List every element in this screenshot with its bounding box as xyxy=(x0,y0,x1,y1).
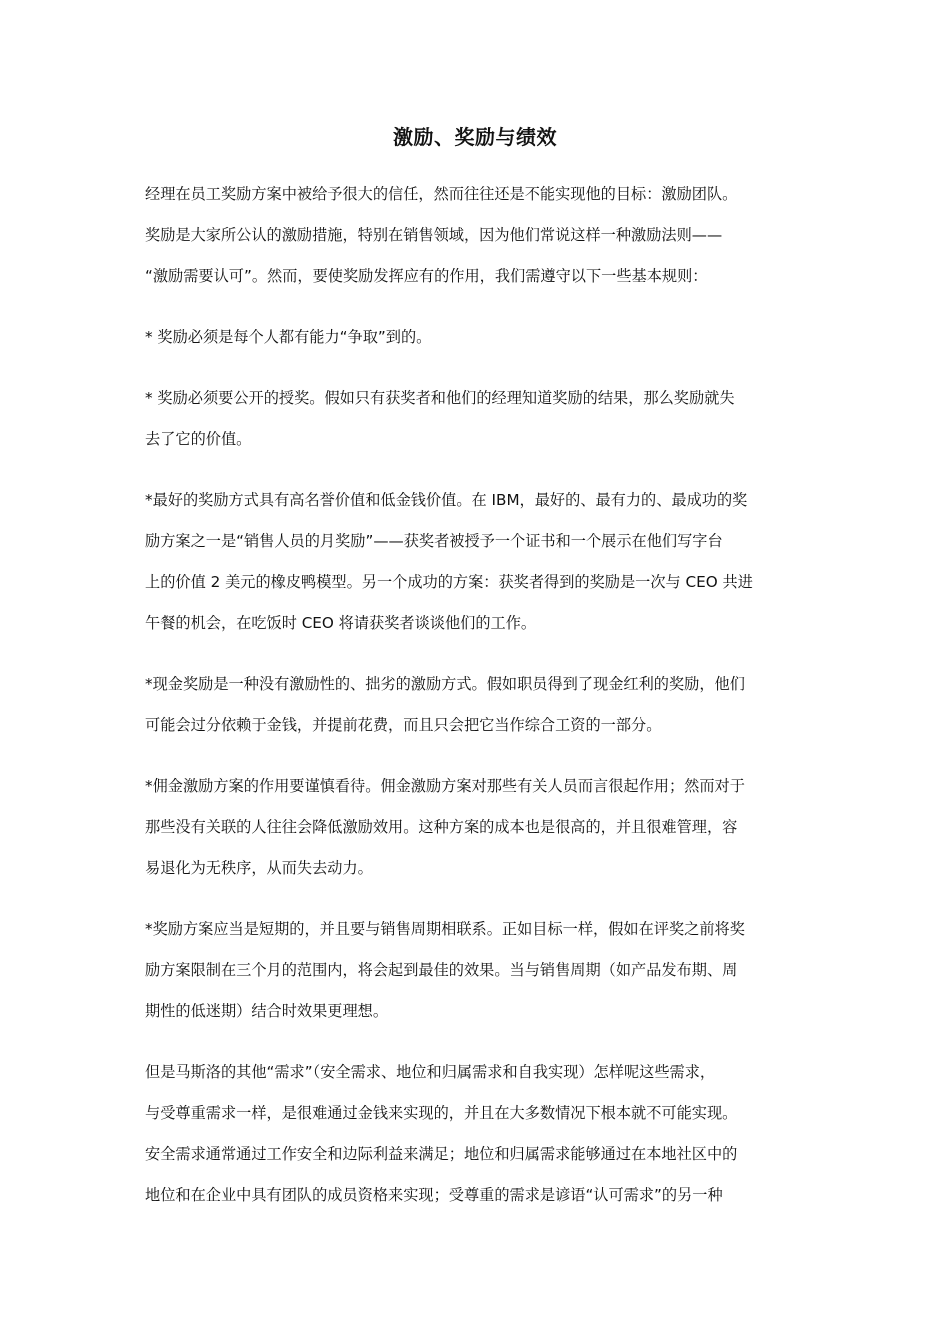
text-line: 奖励是大家所公认的激励措施，特别在销售领域，因为他们常说这样一种激励法则—— xyxy=(145,226,723,244)
text-line: 去了它的价值。 xyxy=(145,430,252,448)
paragraph-rule-4 xyxy=(145,664,809,746)
paragraph-intro xyxy=(145,174,809,297)
text-line: * 奖励必须要公开的授奖。假如只有获奖者和他们的经理知道奖励的结果，那么奖励就失 xyxy=(145,389,735,407)
text-line: 上的价值 2 美元的橡皮鸭模型。另一个成功的方案：获奖者得到的奖励是一次与 CEO 共进 xyxy=(145,573,753,591)
text-line: 励方案之一是“销售人员的月奖励”——获奖者被授予一个证书和一个展示在他们写字台 xyxy=(145,532,723,550)
text-line: 期性的低迷期）结合时效果更理想。 xyxy=(145,1002,388,1020)
text-line: 地位和在企业中具有团队的成员资格来实现；受尊重的需求是谚语“认可需求”的另一种 xyxy=(145,1186,723,1204)
paragraph-maslow xyxy=(145,1052,809,1216)
text-line: * 奖励必须是每个人都有能力“争取”到的。 xyxy=(145,328,432,346)
text-line: 那些没有关联的人往往会降低激励效用。这种方案的成本也是很高的，并且很难管理，容 xyxy=(145,818,738,836)
paragraph-rule-6 xyxy=(145,909,809,1032)
text-line: 但是马斯洛的其他“需求”（安全需求、地位和归属需求和自我实现）怎样呢这些需求， xyxy=(145,1063,716,1081)
document-title: 激励、奖励与绩效 xyxy=(393,125,557,149)
paragraph-rule-3 xyxy=(145,480,809,644)
text-line: *佣金激励方案的作用要谨慎看待。佣金激励方案对那些有关人员而言很起作用；然而对于 xyxy=(145,777,745,795)
text-line: 经理在员工奖励方案中被给予很大的信任，然而往往还是不能实现他的目标：激励团队。 xyxy=(145,185,738,203)
text-line: *奖励方案应当是短期的，并且要与销售周期相联系。正如目标一样，假如在评奖之前将奖 xyxy=(145,920,745,938)
text-line: “激励需要认可”。然而，要使奖励发挥应有的作用，我们需遵守以下一些基本规则： xyxy=(145,267,708,285)
text-line: 与受尊重需求一样，是很难通过金钱来实现的，并且在大多数情况下根本就不可能实现。 xyxy=(145,1104,738,1122)
text-line: 易退化为无秩序，从而失去动力。 xyxy=(145,859,373,877)
text-line: 安全需求通常通过工作安全和边际利益来满足；地位和归属需求能够通过在本地社区中的 xyxy=(145,1145,738,1163)
paragraph-rule-5 xyxy=(145,766,809,889)
text-line: 可能会过分依赖于金钱，并提前花费，而且只会把它当作综合工资的一部分。 xyxy=(145,716,662,734)
text-line: *最好的奖励方式具有高名誉价值和低金钱价值。在 IBM，最好的、最有力的、最成功的奖 xyxy=(145,491,748,509)
text-line: *现金奖励是一种没有激励性的、拙劣的激励方式。假如职员得到了现金红利的奖励，他们 xyxy=(145,675,745,693)
paragraph-rule-2 xyxy=(145,378,809,460)
text-line: 午餐的机会，在吃饭时 CEO 将请获奖者谈谈他们的工作。 xyxy=(145,614,537,632)
text-line: 励方案限制在三个月的范围内，将会起到最佳的效果。当与销售周期（如产品发布期、周 xyxy=(145,961,738,979)
document-body xyxy=(145,174,809,1236)
paragraph-rule-1 xyxy=(145,317,809,358)
